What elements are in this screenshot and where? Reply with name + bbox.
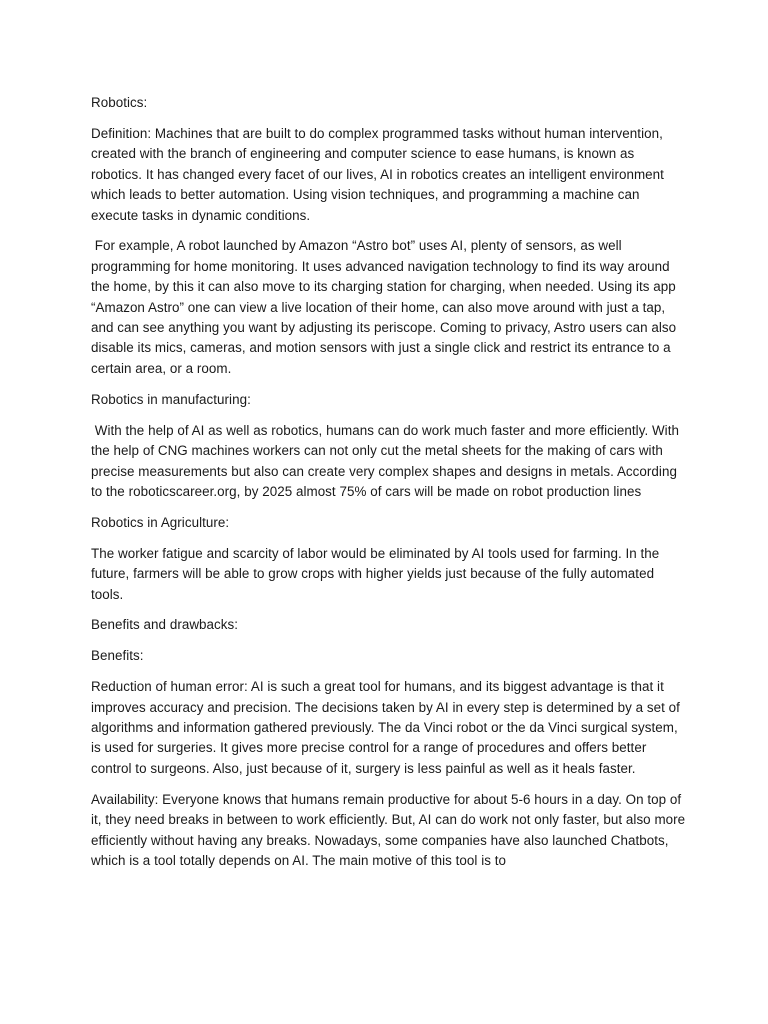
paragraph-example-astro: For example, A robot launched by Amazon “Astro bot” uses AI, plenty of sensors, as well programming for home monitoring. It uses advanced navigation technology to find its way around the home, by this it can also move to its charging station for charging, when needed. Using its app “Amazon Astro” one can view a live location of their home, can also move around with just a tap, and can see anything you want by adjusting its periscope. Coming to privacy, Astro users can also disable its mics, cameras, and motion sensors with just a single click and restrict its entrance to a certain area, or a room. bbox=[91, 238, 680, 376]
paragraph-agriculture: The worker fatigue and scarcity of labor would be eliminated by AI tools used for farming. In the future, farmers will be able to grow crops with higher yields just because of the fully automated tools. bbox=[91, 545, 664, 602]
heading-benefits: Benefits: bbox=[91, 648, 144, 664]
paragraph-availability: Availability: Everyone knows that humans remain productive for about 5-6 hours in a day. On top of it, they need breaks in between to work efficiently. But, AI can do work not only faster, but also more efficiently without having any breaks. Nowadays, some companies have also launched Chatbots, which is a tool totally depends on AI. The main motive of this tool is to bbox=[91, 791, 689, 868]
paragraph-definition: Definition: Machines that are built to do complex programmed tasks without human intervention, created with the branch of engineering and computer science to ease humans, is known as robotics. It has changed every facet of our lives, AI in robotics creates an intelligent environment which leads to better automation. Using vision techniques, and programming a machine can execute tasks in dynamic conditions. bbox=[91, 125, 668, 223]
paragraph-human-error: Reduction of human error: AI is such a great tool for humans, and its biggest advantage is that it improves accuracy and precision. The decisions taken by AI in every step is determined by a set of algorithms and information gathered previously. The da Vinci robot or the da Vinci surgical system, is used for surgeries. It gives more precise control for a range of procedures and offers better control to surgeons. Also, just because of it, surgery is less painful as well as it heals faster. bbox=[91, 679, 684, 776]
heading-benefits-drawbacks: Benefits and drawbacks: bbox=[91, 617, 239, 633]
document-page bbox=[91, 93, 689, 882]
heading-agriculture: Robotics in Agriculture: bbox=[91, 514, 230, 530]
paragraph-manufacturing: With the help of AI as well as robotics, humans can do work much faster and more efficiently. With the help of CNG machines workers can not only cut the metal sheets for the making of cars with precise measurements but also can create very complex shapes and designs in metals. According to the roboticscareer.org, by 2025 almost 75% of cars will be made on robot production lines bbox=[91, 422, 683, 499]
heading-robotics: Robotics: bbox=[91, 95, 148, 110]
heading-manufacturing: Robotics in manufacturing: bbox=[91, 391, 251, 407]
